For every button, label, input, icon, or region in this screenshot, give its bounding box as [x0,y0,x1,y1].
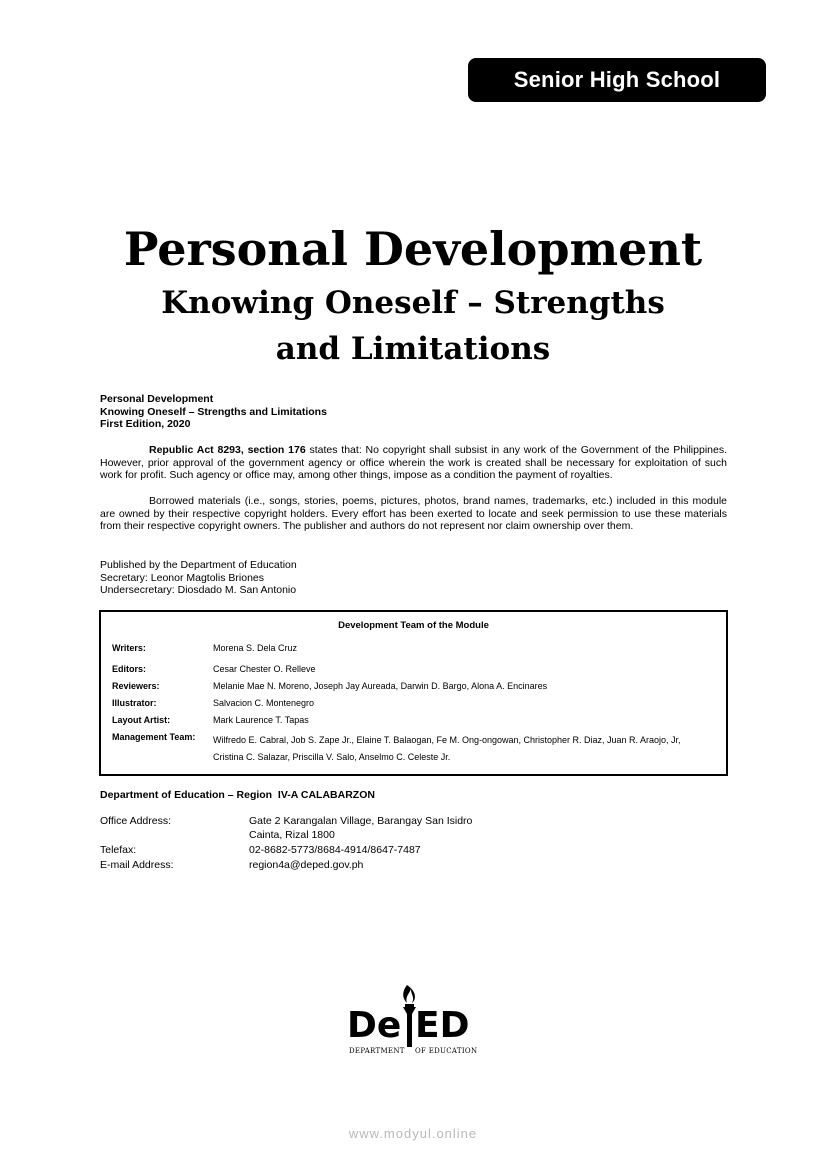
logo-letters-ed: ED [415,1005,470,1046]
senior-high-school-badge: Senior High School [468,58,766,102]
team-value: Morena S. Dela Cruz [213,643,298,653]
svg-text:OF EDUCATION: OF EDUCATION [415,1047,478,1055]
deped-logo-graphic [345,983,485,1055]
team-label: Management Team: [112,732,196,742]
team-value: Salvacion C. Montenegro [213,698,315,708]
office-address-value-2: Cainta, Rizal 1800 [249,829,335,841]
telefax-label: Telefax: [100,844,137,856]
page-title: Personal Development [123,222,703,276]
team-label: Writers: [112,643,146,653]
team-label: Layout Artist: [112,715,171,725]
team-value: Melanie Mae N. Moreno, Joseph Jay Aureada, Darwin D. Bargo, Alona A. Encinares [213,681,548,691]
meta-subject: Personal Development [100,393,214,405]
office-address-label: Office Address: [100,815,172,827]
email-value: region4a@deped.gov.ph [249,859,364,871]
module-title-block [0,222,826,372]
logo-letter-d: De [347,1005,402,1046]
secretary-line: Secretary: Leonor Magtolis Briones [100,571,264,584]
development-team-box [99,610,728,776]
email-label: E-mail Address: [100,859,174,871]
svg-text:DEPARTMENT: DEPARTMENT [349,1047,405,1055]
footer-watermark-url: www.modyul.online [348,1126,478,1141]
team-label: Reviewers: [112,681,160,691]
team-value: Cesar Chester O. Relleve [213,664,316,674]
copyright-paragraph [100,444,727,482]
region-heading: Department of Education – Region IV-A CALABARZON [100,789,375,801]
team-value: Wilfredo E. Cabral, Job S. Zape Jr., Elaine T. Balaogan, Fe M. Ong-ongowan, Christopher R. Diaz, Juan R. Araojo, Jr, Cristina C. Salazar, Priscilla V. Salo, Anselmo C. Celeste Jr. [213,735,681,762]
borrowed-materials-text: Borrowed materials (i.e., songs, stories, poems, pictures, photos, brand names, trademarks, etc.) included in this module are owned by their respective copyright holders. Every effort has been exerted to locate and seek permission to use these materials from their respective copyright owners. The publisher and authors do not represent nor claim ownership over them. [100,495,727,532]
deped-logo [345,983,485,1055]
meta-module-title: Knowing Oneself – Strengths and Limitations [100,405,327,418]
module-meta [100,393,327,431]
page-subtitle-line1: Knowing Oneself – Strengths [161,285,665,321]
meta-edition: First Edition, 2020 [100,418,191,430]
undersecretary-line: Undersecretary: Diosdado M. San Antonio [100,584,297,596]
team-heading: Development Team of the Module [338,620,489,631]
office-address-value: Gate 2 Karangalan Village, Barangay San Isidro [249,815,473,827]
publisher-line: Published by the Department of Education [100,559,297,571]
borrowed-materials-paragraph [100,495,727,533]
team-label: Editors: [112,664,147,674]
copyright-law-reference: Republic Act 8293, section 176 [149,444,306,456]
team-label: Illustrator: [112,698,157,708]
page-subtitle-line2: and Limitations [275,331,551,367]
team-value: Mark Laurence T. Tapas [213,715,309,725]
telefax-value: 02-8682-5773/8684-4914/8647-7487 [249,844,421,856]
publisher-info [100,559,297,597]
copyright-text: states that: No copyright shall subsist in any work of the Government of the Philippines. However, prior approval of the government agency or office wherein the work is created shall be necessary for exploitation of such work for profit. Such agency or office may, among other things, impose as a condition the payment of royalties. [100,444,728,481]
